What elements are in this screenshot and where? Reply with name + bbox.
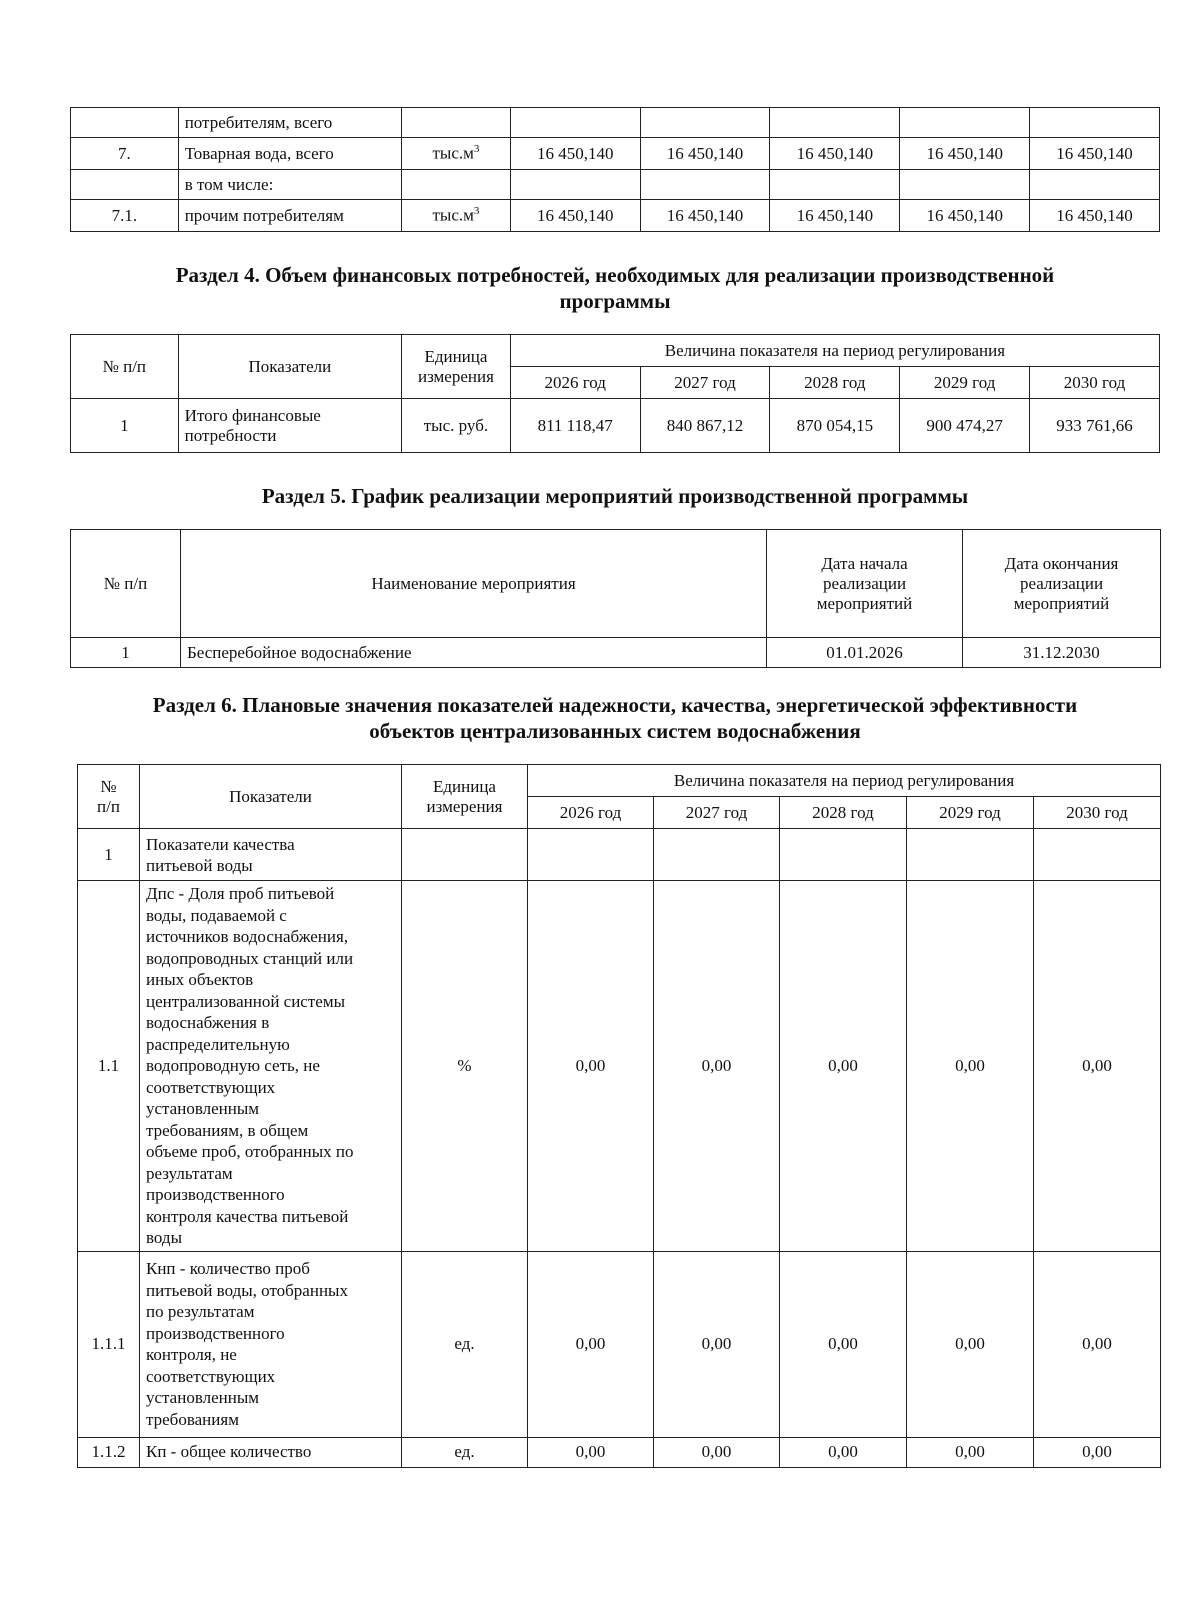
value-cell: 0,00 <box>907 1437 1034 1467</box>
header-unit <box>402 335 511 399</box>
row-number: 7. <box>71 138 179 170</box>
section3-tail-table <box>70 107 1160 232</box>
header-start-date <box>767 530 963 638</box>
table-row <box>78 1437 1161 1467</box>
row-unit: $тыс.м^3$ <box>402 138 511 170</box>
value-cell: 0,00 <box>654 1251 780 1437</box>
header-end-line3: мероприятий <box>1013 593 1110 613</box>
value-cell: 0,00 <box>780 1251 907 1437</box>
row-name-line: Дпс - Доля проб питьевой <box>146 884 335 903</box>
value-cell <box>1030 108 1160 138</box>
row-name: Товарная вода, всего <box>178 138 401 170</box>
row-start-date: 01.01.2026 <box>767 638 963 668</box>
header-year: 2029 год <box>900 367 1030 399</box>
table-row <box>71 638 1161 668</box>
value-cell: 0,00 <box>528 881 654 1252</box>
header-num-line2: п/п <box>97 796 120 816</box>
row-name <box>178 399 401 453</box>
row-name: Кп - общее количество <box>140 1437 402 1467</box>
row-name <box>140 829 402 881</box>
row-name-line: соответствующих <box>146 1366 276 1386</box>
row-unit <box>402 108 511 138</box>
row-name-line: установленным <box>146 1388 260 1407</box>
row-name-line: Кнп - количество проб <box>146 1259 310 1278</box>
value-cell <box>654 829 780 881</box>
header-unit-line2: измерения <box>426 796 503 816</box>
row-name-line: соответствующих <box>146 1077 276 1097</box>
header-period: Величина показателя на период регулирования <box>510 335 1159 367</box>
row-name-line: требованиям <box>146 1409 239 1429</box>
table-row <box>71 170 1160 200</box>
value-cell: 16 450,140 <box>770 200 900 232</box>
header-unit <box>402 765 528 829</box>
table-row <box>78 881 1161 1252</box>
row-unit <box>402 829 528 881</box>
section5-title: Раздел 5. График реализации мероприятий производственной программы <box>261 484 969 508</box>
header-end-line1: Дата окончания <box>1004 553 1119 573</box>
value-cell: 16 450,140 <box>640 200 770 232</box>
section6-title-line2: объектов централизованных систем водоснабжения <box>369 719 861 743</box>
value-cell <box>770 170 900 200</box>
value-cell: 0,00 <box>780 881 907 1252</box>
table-row <box>78 1251 1161 1437</box>
row-name: в том числе: <box>178 170 401 200</box>
value-cell <box>640 108 770 138</box>
value-cell: 0,00 <box>1034 1251 1161 1437</box>
row-name: прочим потребителям <box>178 200 401 232</box>
row-number: 1 <box>78 829 140 881</box>
row-name-line: водопроводную сеть, не <box>146 1056 320 1075</box>
row-name-line: требованиям, в общем <box>146 1120 309 1140</box>
value-cell: 16 450,140 <box>640 138 770 170</box>
header-year: 2028 год <box>780 797 907 829</box>
row-name-line: источников водоснабжения, <box>146 927 349 946</box>
value-cell: 0,00 <box>528 1437 654 1467</box>
row-name <box>140 1251 402 1437</box>
section4-title-line2: программы <box>559 289 671 313</box>
row-name-line: питьевой воды, отобранных <box>146 1280 348 1300</box>
header-unit-line1: Единица <box>424 346 488 366</box>
value-cell <box>510 170 640 200</box>
value-cell <box>1030 170 1160 200</box>
header-year: 2026 год <box>528 797 654 829</box>
row-name-line: результатам <box>146 1163 233 1183</box>
value-cell <box>770 108 900 138</box>
table-row <box>71 399 1160 453</box>
value-cell: 0,00 <box>1034 881 1161 1252</box>
header-year: 2027 год <box>640 367 770 399</box>
value-cell <box>780 829 907 881</box>
row-unit: % <box>402 881 528 1252</box>
header-start-line3: мероприятий <box>816 593 913 613</box>
row-name-line: воды <box>146 1228 182 1247</box>
value-cell: 0,00 <box>654 881 780 1252</box>
row-name-line: централизованной системы <box>146 991 346 1011</box>
value-cell: 16 450,140 <box>1030 200 1160 232</box>
header-indicator: Показатели <box>178 335 401 399</box>
value-cell: 16 450,140 <box>510 200 640 232</box>
row-name-line1: Итого финансовые <box>184 405 321 425</box>
header-num <box>78 765 140 829</box>
section6-table <box>77 764 1161 1468</box>
section5-table <box>70 529 1161 668</box>
value-cell <box>900 170 1030 200</box>
row-name-line: по результатам <box>146 1302 255 1321</box>
table-row <box>71 200 1160 232</box>
section6-title <box>70 692 1160 744</box>
row-number: 1.1.2 <box>78 1437 140 1467</box>
value-cell: 840 867,12 <box>640 399 770 453</box>
row-name-line: контроля качества питьевой <box>146 1206 349 1226</box>
value-cell <box>1034 829 1161 881</box>
value-cell: 0,00 <box>1034 1437 1161 1467</box>
row-name-line: водоснабжения в <box>146 1013 270 1032</box>
header-unit-line2: измерения <box>417 366 494 386</box>
row-name-line: производственного <box>146 1185 285 1204</box>
value-cell: 0,00 <box>528 1251 654 1437</box>
section4-table <box>70 334 1160 453</box>
header-year: 2030 год <box>1034 797 1161 829</box>
header-num: № п/п <box>71 335 179 399</box>
value-cell: 0,00 <box>780 1437 907 1467</box>
row-number: 1 <box>71 399 179 453</box>
header-start-line2: реализации <box>822 573 907 593</box>
header-start-line1: Дата начала <box>821 553 908 573</box>
value-cell: 16 450,140 <box>900 138 1030 170</box>
header-indicator: Показатели <box>140 765 402 829</box>
row-name-line: объеме проб, отобранных по <box>146 1142 354 1161</box>
table-row <box>71 108 1160 138</box>
row-number: 1 <box>71 638 181 668</box>
row-name-line: контроля, не <box>146 1345 237 1364</box>
row-number: 7.1. <box>71 200 179 232</box>
header-end-line2: реализации <box>1019 573 1104 593</box>
row-unit: тыс. руб. <box>402 399 511 453</box>
row-name <box>140 881 402 1252</box>
header-year: 2026 год <box>510 367 640 399</box>
row-number: 1.1 <box>78 881 140 1252</box>
value-cell: 811 118,47 <box>510 399 640 453</box>
section6-title-line1: Раздел 6. Плановые значения показателей надежности, качества, энергетической эффективности <box>152 693 1078 717</box>
row-name: Бесперебойное водоснабжение <box>181 638 767 668</box>
row-number <box>71 108 179 138</box>
header-num-line1: № <box>100 776 117 796</box>
value-cell: 0,00 <box>654 1437 780 1467</box>
row-unit <box>402 170 511 200</box>
value-cell: 16 450,140 <box>900 200 1030 232</box>
value-cell: 16 450,140 <box>510 138 640 170</box>
value-cell <box>907 829 1034 881</box>
header-end-date <box>963 530 1161 638</box>
row-unit: $тыс.м^3$ <box>402 200 511 232</box>
row-name-line: установленным <box>146 1099 260 1118</box>
value-cell <box>510 108 640 138</box>
value-cell: 16 450,140 <box>770 138 900 170</box>
header-year: 2028 год <box>770 367 900 399</box>
table-row <box>71 138 1160 170</box>
value-cell: 933 761,66 <box>1030 399 1160 453</box>
row-name-line: Показатели качества <box>146 834 295 854</box>
table-row <box>78 829 1161 881</box>
value-cell: 0,00 <box>907 1251 1034 1437</box>
row-name-line: питьевой воды <box>146 855 253 875</box>
value-cell: 900 474,27 <box>900 399 1030 453</box>
value-cell: 16 450,140 <box>1030 138 1160 170</box>
value-cell <box>900 108 1030 138</box>
header-year: 2029 год <box>907 797 1034 829</box>
row-name-line: водопроводных станций или <box>146 948 354 968</box>
header-year: 2030 год <box>1030 367 1160 399</box>
header-num: № п/п <box>71 530 181 638</box>
row-name-line: воды, подаваемой с <box>146 905 287 925</box>
header-year: 2027 год <box>654 797 780 829</box>
row-name-line: иных объектов <box>146 970 254 989</box>
section4-title <box>70 262 1160 314</box>
row-number: 1.1.1 <box>78 1251 140 1437</box>
section4-title-line1: Раздел 4. Объем финансовых потребностей, необходимых для реализации производственной <box>175 263 1055 287</box>
row-unit: ед. <box>402 1437 528 1467</box>
row-name-line2: потребности <box>184 425 277 445</box>
value-cell <box>640 170 770 200</box>
row-name: потребителям, всего <box>178 108 401 138</box>
row-unit: ед. <box>402 1251 528 1437</box>
header-event-name: Наименование мероприятия <box>181 530 767 638</box>
row-name-line: производственного <box>146 1323 285 1343</box>
value-cell: 870 054,15 <box>770 399 900 453</box>
row-number <box>71 170 179 200</box>
value-cell: 0,00 <box>907 881 1034 1252</box>
header-period: Величина показателя на период регулирования <box>528 765 1161 797</box>
header-unit-line1: Единица <box>433 776 496 796</box>
row-name-line: распределительную <box>146 1034 290 1054</box>
row-end-date: 31.12.2030 <box>963 638 1161 668</box>
value-cell <box>528 829 654 881</box>
